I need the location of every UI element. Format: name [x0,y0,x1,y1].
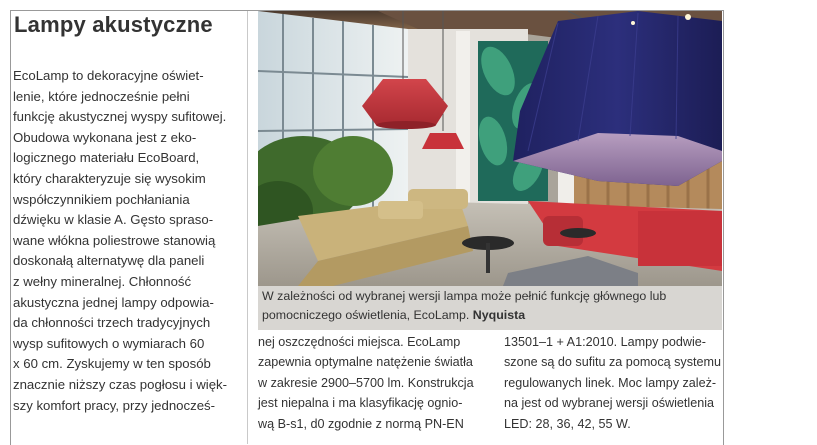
lead-paragraph [13,66,241,416]
lead-line: lenie, które jednocześnie pełni [13,88,190,104]
column-1-line: zapewnia optymalne natężenie światła [258,355,473,370]
caption-line-1: W zależności od wybranej wersji lampa może pełnić funkcję głównego lub [262,289,667,303]
lead-line: funkcję akustycznej wyspy sufitowej. [13,109,227,125]
caption-text: pomocniczego oświetlenia, EcoLamp. [262,308,470,322]
column-2-line: szone są do sufitu za pomocą systemu [504,355,722,370]
sidebar-divider [247,11,248,444]
lead-line: szy komfort pracy, przy jednocześ- [13,397,216,413]
lead-line: logicznego materiału EcoBoard, [13,150,200,166]
body-column-2 [504,332,722,434]
body-column-1 [258,332,496,434]
lead-line: x 60 cm. Zyskujemy w ten sposób [13,356,211,372]
lead-line: Obudowa wykonana jest z eko- [13,129,197,145]
lead-line: znacznie niższy czas pogłosu i więk- [13,376,228,392]
caption-line-2 [262,308,525,322]
column-1-line: jest niepalna i ma klasyfikację ognio- [258,396,463,411]
column-1-line: nej oszczędności miejsca. EcoLamp [258,335,461,349]
lead-line: akustyczna jednej lampy odpowia- [13,294,214,310]
column-2-line: na jest od wybranej wersji oświetlenia [504,396,714,411]
article-photo [258,11,722,286]
article-title: Lampy akustyczne [14,12,213,37]
lead-line: wysp sufitowych o wymiarach 60 [13,335,205,351]
lead-line: współczynnikiem pochłaniania [13,191,190,207]
lead-line: który charakteryzuje się wysokim [13,170,206,186]
lead-line: EcoLamp to dekoracyjne oświet- [13,68,204,83]
column-2-line: regulowanych linek. Moc lampy zależ- [504,375,717,390]
lead-line: wane włókna poliestrowe stanowią [13,232,216,248]
column-2-line: 13501–1 + A1:2010. Lampy podwie- [504,335,707,349]
lead-line: z wełny mineralnej. Chłonność [13,273,192,289]
column-2-line: LED: 28, 36, 42, 55 W. [504,416,631,431]
column-1-line: wą B-s1, d0 zgodnie z normą PN-EN [258,416,464,431]
column-1-line: w zakresie 2900–5700 lm. Konstrukcja [258,375,474,390]
photo-credit: Nyquista [472,308,526,322]
photo-caption [258,286,722,330]
lead-line: dźwięku w klasie A. Gęsto spraso- [13,212,214,228]
lead-line: da chłonności trzech tradycyjnych [13,315,211,331]
lead-line: doskonałą alternatywę dla paneli [13,253,205,269]
